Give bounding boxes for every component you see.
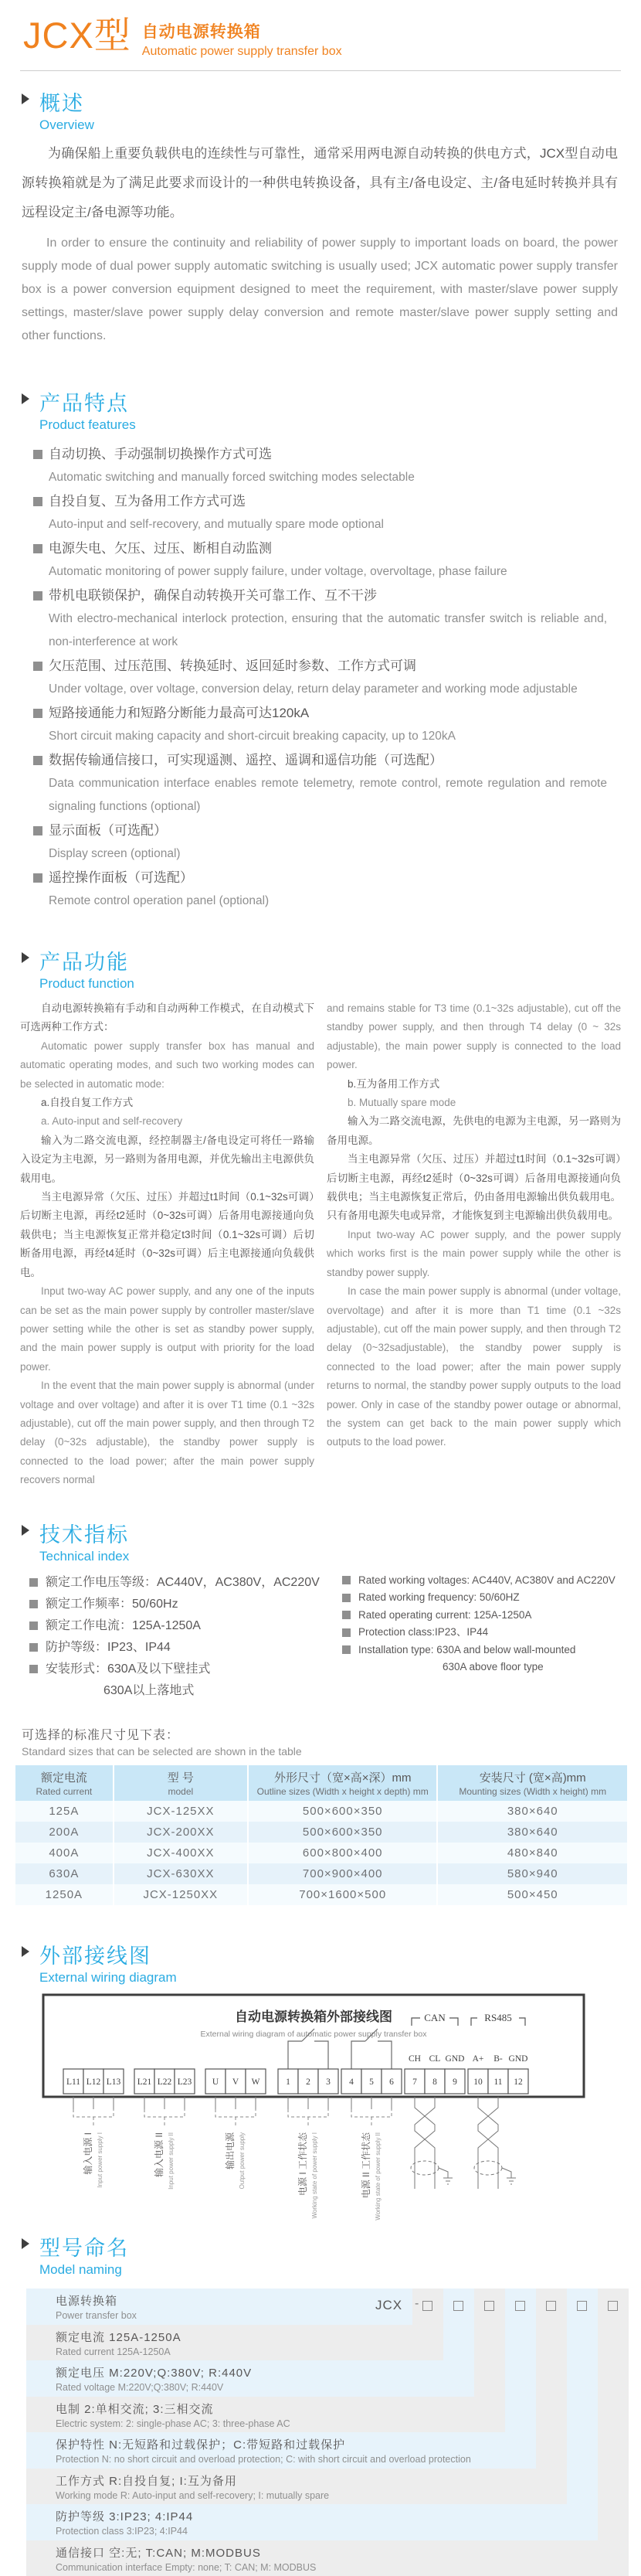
bullet-square-icon [33, 826, 42, 835]
group-label-cn: 输入电源 I [83, 2132, 93, 2175]
bullet-square-icon [33, 756, 42, 765]
bullet-square-icon [342, 1594, 351, 1602]
spec-text: 安装形式：630A及以下壁挂式 [46, 1662, 211, 1676]
terminal-label: 12 [514, 2077, 523, 2087]
bullet-square-icon [342, 1628, 351, 1637]
function-paragraph: 输入为二路交流电源，先供电的电源为主电源，另一路则为备用电源。 [327, 1115, 621, 1146]
product-title-en: Automatic power supply transfer box [141, 45, 342, 58]
table-row [15, 1863, 627, 1884]
terminal-label: L22 [157, 2077, 172, 2087]
terminal-label: 11 [493, 2077, 503, 2087]
twisted-pair-can-icon [411, 2097, 453, 2189]
section-title-en: Product features [39, 417, 136, 432]
table-row [15, 1884, 627, 1905]
section-header [22, 1518, 641, 1564]
terminal-label: L11 [66, 2077, 81, 2087]
terminal-label: 3 [326, 2077, 331, 2087]
spec-text: Protection class:IP23、IP44 [358, 1626, 489, 1638]
group-label-cn: 输入电源 II [154, 2132, 164, 2177]
feature-text-cn: 显示面板（可选配） [49, 823, 167, 838]
section-header [22, 87, 641, 133]
naming-row [26, 2540, 629, 2576]
model-code-box-icon [608, 2301, 618, 2311]
naming-row-cn: 工作方式 R:自投自复; I:互为备用 [56, 2474, 237, 2488]
function-paragraph: a. Auto-input and self-recovery [41, 1115, 183, 1128]
bullet-square-icon [33, 591, 42, 601]
bullet-square-icon [342, 1645, 351, 1654]
terminal-label: 5 [369, 2077, 374, 2087]
section-features [0, 386, 641, 913]
naming-row-cn: 电源转换箱 [56, 2294, 118, 2308]
feature-text-en: Under voltage, over voltage, conversion delay, return delay parameter and working mode adjustable [49, 682, 578, 696]
group-brackets [73, 2109, 392, 2128]
feature-item [33, 866, 607, 913]
section-title-cn: 产品特点 [39, 392, 129, 415]
function-paragraph: Input two-way AC power supply, and the power supply which works first is the main power supply while the other is standby power supply. [327, 1228, 621, 1278]
cell-model: JCX-400XX [114, 1843, 248, 1863]
cell-rated-current: 1250A [15, 1884, 114, 1905]
function-paragraph: 输入为二路交流电源，经控制器主/备电设定可将任一路输入设定为主电源，另一路则为备用电源，并优先输出主电源供负载用电。 [20, 1134, 314, 1184]
diagram-title-cn: 自动电源转换箱外部接线图 [235, 2009, 392, 2024]
naming-row-cn: 通信接口 空:无; T:CAN; M:MODBUS [56, 2546, 261, 2560]
naming-row-en: Communication interface Empty: none; T: CAN; M: MODBUS [56, 2561, 317, 2573]
feature-list [33, 442, 607, 913]
section-title-en: Technical index [39, 1548, 130, 1564]
function-paragraph: and remains stable for T3 time (0.1~32s adjustable), cut off the standby power supply, and then through T4 delay (0 ~ 32s adjustable), the main power supply is connected to the load power. [327, 1002, 621, 1071]
function-right-column [327, 999, 621, 1490]
terminal-label: 6 [389, 2077, 394, 2087]
cell-rated-current: 125A [15, 1801, 114, 1822]
bullet-square-icon [342, 1611, 351, 1619]
naming-row-cn: 电制 2:单相交流; 3:三相交流 [56, 2402, 214, 2416]
group-label-cn: 电源 I 工作状态 [297, 2132, 308, 2196]
bullet-square-icon [33, 450, 42, 459]
table-row [15, 1801, 627, 1822]
feature-item [33, 584, 607, 654]
feature-text-cn: 带机电联锁保护，确保自动转换开关可靠工作、互不干涉 [49, 588, 377, 603]
feature-item [33, 818, 607, 866]
terminal-label: 8 [432, 2077, 437, 2087]
size-note-en: Standard sizes that can be selected are shown in the table [22, 1744, 302, 1758]
terminal-label: 2 [306, 2077, 310, 2087]
section-title-cn: 产品功能 [39, 951, 129, 974]
naming-row [26, 2397, 629, 2432]
feature-text-en: Automatic switching and manually forced switching modes selectable [49, 471, 415, 484]
naming-row [26, 2469, 629, 2504]
function-paragraph: b.互为备用工作方式 [348, 1077, 440, 1090]
model-code-box-icon [515, 2301, 525, 2311]
naming-row [26, 2360, 629, 2396]
feature-item [33, 536, 607, 584]
bullet-square-icon [33, 873, 42, 883]
naming-row [26, 2504, 629, 2540]
triangle-marker-icon [22, 2238, 29, 2249]
cell-rated-current: 200A [15, 1822, 114, 1843]
feature-item [33, 748, 607, 818]
feature-text-cn: 欠压范围、过压范围、转换延时、返回延时参数、工作方式可调 [49, 658, 416, 673]
technical-left-column [29, 1572, 342, 1702]
feature-item [33, 654, 607, 701]
bullet-square-icon [342, 1576, 351, 1584]
table-header-row [15, 1765, 627, 1801]
rs485-label: RS485 [484, 2011, 512, 2023]
terminal-label: 9 [453, 2077, 457, 2087]
terminal-label: 4 [349, 2077, 354, 2087]
terminal-label: U [212, 2077, 219, 2087]
triangle-marker-icon [22, 1946, 29, 1957]
function-paragraph: 当主电源异常（欠压、过压）并超过t1时间（0.1~32s可调）后切断主电源，再经t2延时（0~32s可调）后备用电源接通向负载供电；当主电源恢复正常并稳定t3时间（0.1~32s可调）后切断备用电源，再经t4延时（0~32s可调）后主电源接通向负载供电。 [20, 1191, 314, 1278]
feature-text-cn: 电源失电、欠压、过压、断相自动监测 [49, 541, 272, 556]
pin-label: A+ [472, 2054, 484, 2064]
header-divider [20, 70, 621, 71]
spec-text: Rated operating current: 125A-1250A [358, 1608, 532, 1621]
section-title-en: External wiring diagram [39, 1969, 177, 1985]
section-header [22, 386, 641, 433]
col-header-en: model [168, 1785, 194, 1797]
function-columns [20, 999, 621, 1490]
terminal-label: 10 [473, 2077, 483, 2087]
feature-text-cn: 短路接通能力和短路分断能力最高可达120kA [49, 706, 310, 720]
spec-text: Rated working voltages: AC440V, AC380V and AC220V [358, 1574, 616, 1586]
cell-mounting-size: 480×840 [437, 1843, 627, 1863]
bullet-square-icon [29, 1665, 38, 1673]
overview-paragraph-en: In order to ensure the continuity and reliability of power supply to important loads on board, the power supply mode of dual power supply automatic switching is usually used; JCX automatic power supply transfer box is a power conversion equipment designed to meet the requirement, with master/slave power supply settings, master/slave power supply delay conversion and remote master/slave power supply setting and other functions. [22, 237, 618, 342]
col-header-en: Mounting sizes (Width x height) mm [459, 1785, 607, 1797]
product-titles [142, 19, 342, 59]
function-paragraph: a.自投自复工作方式 [41, 1097, 134, 1109]
model-code-box-icon [546, 2301, 556, 2311]
section-technical [0, 1518, 641, 1702]
feature-text-cn: 数据传输通信接口，可实现遥测、遥控、遥调和遥信功能（可选配） [49, 753, 443, 767]
terminal-label: L23 [177, 2077, 192, 2087]
bullet-square-icon [33, 544, 42, 553]
bullet-square-icon [33, 497, 42, 506]
bullet-square-icon [29, 1600, 38, 1608]
standard-sizes-table [15, 1765, 627, 1905]
feature-text-en: Short circuit making capacity and short-circuit breaking capacity, up to 120kA [49, 730, 456, 743]
cell-model: JCX-125XX [114, 1801, 248, 1822]
model-code-prefix: JCX [375, 2297, 403, 2312]
function-paragraph: Input two-way AC power supply, and any one of the inputs can be set as the main power supply by controller master/slave power setting while the other is set as standby power supply, and the main power supply is output with priority for the load power. [20, 1285, 314, 1373]
section-overview [0, 87, 641, 348]
section-header [22, 2231, 641, 2278]
cell-rated-current: 400A [15, 1843, 114, 1863]
section-title-cn: 外部接线图 [39, 1944, 151, 1968]
section-title-cn: 概述 [39, 92, 84, 115]
function-paragraph: In the event that the main power supply is abnormal (under voltage and over voltage) and after it is over T1 time (0.1 ~32s adjustable), cut off the main power supply, and then through T2 delay (0~32s adjustable), the standby power supply is connected to the load power; after the main power supply recovers normal [20, 1380, 314, 1486]
model-code-dash: - [415, 2296, 419, 2310]
triangle-marker-icon [22, 393, 29, 404]
cell-outline-size: 700×900×400 [248, 1863, 438, 1884]
cell-mounting-size: 580×940 [437, 1863, 627, 1884]
spec-text: Installation type: 630A and below wall-mounted [358, 1643, 576, 1656]
function-left-column [20, 999, 314, 1490]
bullet-square-icon [33, 709, 42, 718]
page-header [0, 0, 641, 59]
spec-text: 额定工作电压等级：AC440V，AC380V，AC220V [46, 1575, 320, 1589]
col-header-cn: 额定电流 [40, 1771, 87, 1785]
triangle-marker-icon [22, 952, 29, 963]
model-code-box-icon [453, 2301, 463, 2311]
function-paragraph: 当主电源异常（欠压、过压）并超过t1时间（0.1~32s可调）后切断主电源，再经t2延时（0~32s可调）后备用电源接通向负载供电；当主电源恢复正常后，仍由备用电源输出供负载用电。只有备用电源失电或异常，才能恢复到主电源输出供负载用电。 [327, 1153, 621, 1222]
naming-row [26, 2432, 629, 2468]
diagram-title-en: External wiring diagram of automatic power supply transfer box [200, 2029, 427, 2039]
naming-row-cn: 额定电流 125A-1250A [56, 2330, 181, 2344]
size-note-cn: 可选择的标准尺寸见下表： [22, 1728, 180, 1742]
feature-item [33, 442, 607, 489]
model-code-box-icon [484, 2301, 494, 2311]
naming-row-en: Protection N: no short circuit and overload protection; C: with short circuit and overload protection [56, 2453, 471, 2465]
feature-text-cn: 自动切换、手动强制切换操作方式可选 [49, 447, 272, 461]
pin-label: B- [493, 2054, 503, 2064]
group-label-en: Input power supply II [168, 2132, 175, 2190]
terminal-label: V [232, 2077, 239, 2087]
terminal-label: L13 [106, 2077, 121, 2087]
overview-paragraph-cn: 为确保船上重要负载供电的连续性与可靠性，通常采用两电源自动转换的供电方式，JCX型自动电源转换箱就是为了满足此要求而设计的一种供电转换设备，具有主/备电设定、主/备电延时转换并具有远程设定主/备电源等功能。 [22, 146, 618, 219]
naming-row-en: Power transfer box [56, 2309, 137, 2321]
terminal-stubs [73, 2097, 392, 2109]
feature-text-cn: 遥控操作面板（可选配） [49, 870, 193, 885]
cell-outline-size: 600×800×400 [248, 1843, 438, 1863]
group-label-en: Input power supply I [97, 2132, 103, 2188]
group-label-en: Working state of power supply II [375, 2132, 382, 2220]
terminal-label: L12 [86, 2077, 101, 2087]
naming-row-cn: 保护特性 N:无短路和过载保护；C:带短路和过载保护 [56, 2438, 346, 2452]
terminal-label: 7 [412, 2077, 417, 2087]
group-label-cn: 输出电源 [225, 2132, 236, 2169]
feature-item [33, 701, 607, 748]
bullet-square-icon [29, 1643, 38, 1652]
triangle-marker-icon [22, 1525, 29, 1536]
model-naming-diagram [26, 2288, 629, 2576]
feature-item [33, 489, 607, 536]
model-code-box-icon [422, 2301, 432, 2311]
section-wiring [0, 1939, 641, 2224]
spec-text: 防护等级：IP23、IP44 [46, 1640, 171, 1654]
terminal-label: 1 [286, 2077, 290, 2087]
function-paragraph: In case the main power supply is abnormal (under voltage, overvoltage) and after it is more than T1 time (0.1 ~32s adjustable), cut off the main power supply, and then through T2 delay (0~32sadjustable), the standby power supply is connected to the load power; after the main power supply returns to normal, the standby power supply outputs to the load power. Only in case of the standby power outage or abnormal, the system can get back to the main power supply which outputs to the load power. [327, 1285, 621, 1448]
cell-outline-size: 500×600×350 [248, 1822, 438, 1843]
spec-text: 额定工作频率：50/60Hz [46, 1597, 178, 1611]
group-label-en: Working state of power supply I [311, 2132, 318, 2219]
section-title-en: Product function [39, 976, 134, 991]
feature-text-en: Display screen (optional) [49, 847, 181, 860]
cell-mounting-size: 380×640 [437, 1801, 627, 1822]
pin-label: GND [445, 2054, 465, 2064]
col-header-cn: 型 号 [167, 1771, 194, 1785]
cell-mounting-size: 500×450 [437, 1884, 627, 1905]
col-header-en: Outline sizes (Width x height x depth) mm [256, 1785, 429, 1797]
naming-row-en: Working mode R: Auto-input and self-recovery; I: mutually spare [56, 2489, 330, 2501]
col-header-en: Rated current [36, 1785, 93, 1797]
naming-row-en: Rated voltage M:220V;Q:380V; R:440V [56, 2381, 224, 2393]
naming-row-cn: 防护等级 3:IP23; 4:IP44 [56, 2510, 194, 2523]
bullet-square-icon [29, 1621, 38, 1630]
cell-model: JCX-200XX [114, 1822, 248, 1843]
product-model: JCX型 [23, 15, 131, 56]
spec-text: 630A above floor type [443, 1661, 544, 1673]
function-paragraph: 自动电源转换箱有手动和自动两种工作模式，在自动模式下可选两种工作方式： [20, 1002, 314, 1033]
cell-outline-size: 500×600×350 [248, 1801, 438, 1822]
cell-model: JCX-630XX [114, 1863, 248, 1884]
section-naming [0, 2231, 641, 2576]
section-function [0, 945, 641, 1490]
feature-text-en: With electro-mechanical interlock protection, ensuring that the automatic transfer switch is reliable and, non-interference at work [49, 612, 607, 648]
feature-text-en: Data communication interface enables remote telemetry, remote control, remote regulation and remote signaling functions (optional) [49, 777, 607, 813]
feature-text-en: Auto-input and self-recovery, and mutually spare mode optional [49, 518, 384, 531]
pin-label: CH [409, 2054, 421, 2064]
product-title-cn: 自动电源转换箱 [141, 23, 261, 41]
section-header [22, 1939, 641, 1986]
cell-model: JCX-1250XX [114, 1884, 248, 1905]
group-label-cn: 电源 II 工作状态 [361, 2132, 371, 2198]
technical-right-column [342, 1572, 626, 1702]
table-row [15, 1843, 627, 1863]
naming-row-en: Protection class 3:IP23; 4:IP44 [56, 2525, 188, 2537]
section-header [22, 945, 641, 992]
group-label-en: Output power supply [239, 2132, 246, 2189]
spec-text: 额定工作电流：125A-1250A [46, 1618, 201, 1632]
table-row [15, 1822, 627, 1843]
external-wiring-diagram [29, 1992, 616, 2224]
cell-mounting-size: 380×640 [437, 1822, 627, 1843]
section-title-cn: 技术指标 [39, 1523, 129, 1547]
cell-outline-size: 700×1600×500 [248, 1884, 438, 1905]
cell-rated-current: 630A [15, 1863, 114, 1884]
feature-text-en: Remote control operation panel (optional) [49, 894, 270, 907]
col-header-cn: 外形尺寸（宽×高×深）mm [273, 1771, 412, 1785]
pin-label: CL [429, 2054, 441, 2064]
terminal-label: W [251, 2077, 260, 2087]
spec-text: Rated working frequency: 50/60HZ [358, 1591, 520, 1604]
function-paragraph: b. Mutually spare mode [348, 1097, 456, 1109]
section-title-en: Model naming [39, 2261, 122, 2277]
spec-text: 630A以上落地式 [103, 1683, 195, 1697]
pin-label: GND [508, 2054, 528, 2064]
triangle-marker-icon [22, 94, 29, 104]
technical-columns [29, 1572, 626, 1702]
feature-text-cn: 自投自复、互为备用工作方式可选 [49, 494, 246, 509]
model-code [26, 2288, 629, 2325]
col-header-cn: 安装尺寸 (宽×高)mm [479, 1771, 586, 1785]
can-label: CAN [424, 2011, 446, 2023]
model-code-box-icon [577, 2301, 587, 2311]
terminal-label: L21 [137, 2077, 152, 2087]
bullet-square-icon [29, 1578, 38, 1587]
feature-text-en: Automatic monitoring of power supply failure, under voltage, overvoltage, phase failure [49, 565, 507, 578]
bullet-square-icon [33, 662, 42, 671]
naming-row-en: Electric system: 2: single-phase AC; 3: three-phase AC [56, 2418, 290, 2429]
section-title-cn: 型号命名 [39, 2236, 129, 2260]
section-title-en: Overview [39, 117, 94, 132]
twisted-pair-rs485-icon [474, 2097, 516, 2189]
function-paragraph: Automatic power supply transfer box has manual and automatic operating modes, and such two working modes can be selected in automatic mode: [20, 1040, 314, 1090]
naming-row [26, 2325, 629, 2360]
naming-row-cn: 额定电压 M:220V;Q:380V; R:440V [56, 2366, 253, 2380]
group-labels [82, 2132, 382, 2220]
naming-row-en: Rated current 125A-1250A [56, 2346, 171, 2357]
